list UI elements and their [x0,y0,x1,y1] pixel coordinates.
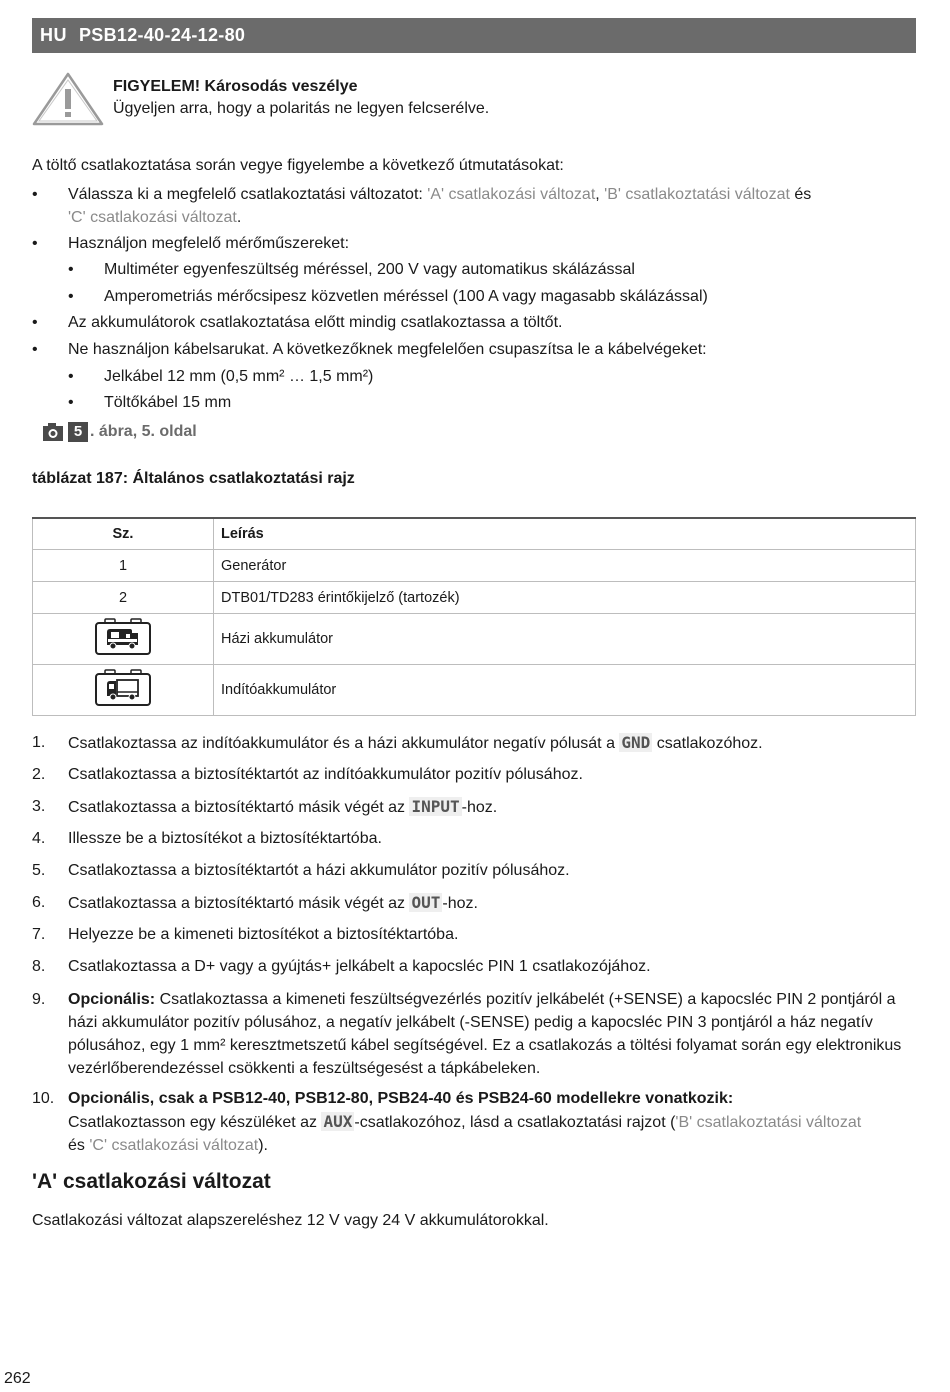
camera-icon [42,422,64,442]
table-row: Indítóakkumulátor [33,665,916,716]
starter-battery-icon [94,669,152,707]
table-row: Házi akkumulátor [33,614,916,665]
warning-block [32,72,916,130]
model-title: PSB12-40-24-12-80 [79,25,246,45]
language-code: HU [40,25,67,45]
figure-ref-text: . ábra, 5. oldal [90,423,197,440]
connection-table [32,517,916,716]
section-text: Csatlakozási változat alapszereléshez 12 V vagy 24 V akkumulátorokkal. [32,1212,549,1229]
variant-b-link[interactable]: 'B' csatlakoztatási változat [604,186,790,203]
table-row: 2 DTB01/TD283 érintőkijelző (tartozék) [33,582,916,614]
figure-reference-link[interactable] [42,420,197,444]
column-header-description: Leírás [214,518,916,550]
section-heading: 'A' csatlakozási változat [32,1170,271,1193]
warning-triangle-icon [32,72,104,126]
column-header-number: Sz. [33,518,214,550]
page-header [32,18,916,53]
variant-b-link[interactable]: 'B' csatlakoztatási változat [675,1114,862,1131]
variant-a-link[interactable]: 'A' csatlakozási változat [427,186,596,203]
page-number: 262 [4,1370,31,1387]
variant-c-link[interactable]: 'C' csatlakozási változat [89,1137,259,1154]
figure-number: 5 [68,422,88,442]
gnd-label: GND [621,733,651,752]
aux-label: AUX [323,1112,353,1131]
table-title: táblázat 187: Általános csatlakoztatási rajz [32,470,355,487]
house-battery-icon [94,618,152,656]
table-row: 1 Generátor [33,550,916,582]
intro-text: A töltő csatlakoztatása során vegye figyelembe a következő útmutatásokat: [32,157,564,174]
input-label: INPUT [411,797,460,816]
warning-text: Ügyeljen arra, hogy a polaritás ne legyen felcserélve. [113,100,490,117]
variant-c-link[interactable]: 'C' csatlakozási változat [68,209,237,226]
warning-title: FIGYELEM! Károsodás veszélye [113,78,358,95]
out-label: OUT [411,893,441,912]
